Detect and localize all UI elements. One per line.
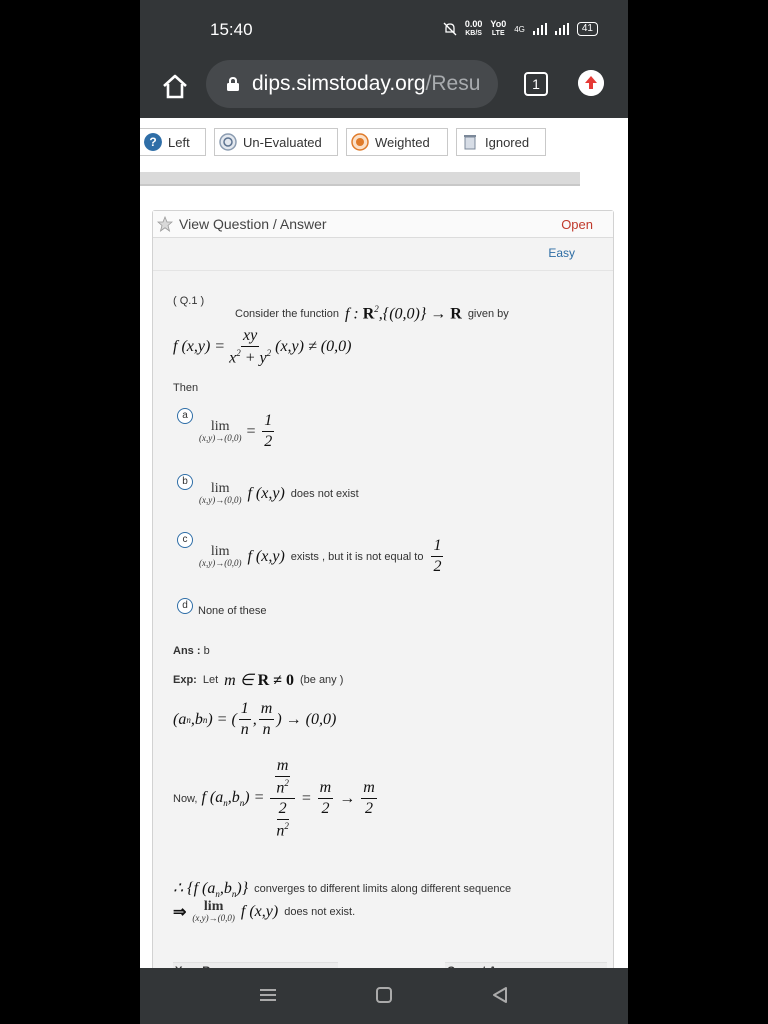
home-nav-icon[interactable] xyxy=(374,985,394,1005)
url-domain: dips.simstoday.org xyxy=(252,72,426,95)
exp-let: Let xyxy=(202,674,219,686)
address-bar[interactable] xyxy=(206,60,498,108)
legend-unevaluated xyxy=(214,128,338,156)
volte-indicator xyxy=(490,20,506,38)
lock-icon xyxy=(226,77,240,91)
question-icon xyxy=(144,133,162,151)
weight-icon xyxy=(351,133,369,151)
panel-header[interactable] xyxy=(153,211,613,238)
given-by: given by xyxy=(467,307,509,320)
legend-left xyxy=(140,128,206,156)
difficulty-badge: Easy xyxy=(548,246,575,260)
therefore-line: ∴ {f $(a_n,b_n)$} converges to different limits along different sequence xyxy=(173,880,512,900)
legend-label-ignored: Ignored xyxy=(485,134,530,150)
question-body xyxy=(153,238,613,971)
net-speed-value: 0.00 xyxy=(464,19,483,29)
tab-count-button[interactable]: 1 xyxy=(524,72,548,96)
then-label: Then xyxy=(173,382,199,394)
refresh-icon xyxy=(219,133,237,151)
option-d-bubble[interactable]: d xyxy=(177,598,193,614)
formula-domain: f : $R^2,\{(0,0)\} \to R$ xyxy=(344,304,462,323)
option-a-bubble[interactable]: a xyxy=(177,408,193,424)
phone-screen xyxy=(140,0,628,1024)
status-icons xyxy=(443,20,598,38)
panel-title: View Question / Answer xyxy=(179,216,327,232)
trash-icon xyxy=(461,133,479,151)
net-speed xyxy=(465,20,483,38)
star-icon xyxy=(157,216,173,232)
ans-label: Ans : xyxy=(173,645,201,657)
separator xyxy=(153,270,613,271)
exp-label: Exp: xyxy=(173,674,197,686)
now-formula: Now, f $(a_n,b_n)$ = $\frac{\frac{m}{n^2}}{\frac{2}{n^2}}$ = $\frac{m}{2}$ → $\frac{m}{2}$ xyxy=(173,757,375,840)
legend-label-weighted: Weighted xyxy=(375,134,430,150)
browser-toolbar xyxy=(140,58,628,118)
option-b-label: does not exist xyxy=(290,487,359,500)
does-not-exist: does not exist. xyxy=(284,905,356,918)
answer-line xyxy=(173,645,210,657)
url-path: /Resu xyxy=(425,72,481,95)
formula-definition: f (x,y) = $\frac{xy}{x^2 + y^2}$ (x,y) ≠ (0,0) xyxy=(173,327,352,367)
signal-icon xyxy=(533,23,547,35)
volte-bottom: LTE xyxy=(491,30,505,37)
be-any: (be any ) xyxy=(299,674,344,686)
network-type: 4G xyxy=(514,24,525,34)
option-b-text: lim (x,y)→(0,0) f (x,y) does not exist xyxy=(199,481,359,505)
svg-text:?: ? xyxy=(149,135,157,149)
divider-bar xyxy=(140,172,580,186)
option-d-text: None of these xyxy=(198,605,267,617)
legend-label-unevaluated: Un-Evaluated xyxy=(243,134,322,150)
page-content xyxy=(140,118,628,968)
status-bar xyxy=(140,0,628,58)
sequence-formula: (a n ,b n ) = ( $\frac{1}{n}$ , $\frac{m}{n}$ ) → (0,0) xyxy=(173,700,337,738)
question-panel xyxy=(152,210,614,972)
home-icon[interactable] xyxy=(160,71,190,101)
back-icon[interactable] xyxy=(490,985,510,1005)
question-intro-line xyxy=(235,304,509,323)
legend-label-left: Left xyxy=(168,134,190,150)
battery-indicator: 41 xyxy=(577,22,598,36)
net-speed-unit: KB/S xyxy=(465,30,482,37)
legend-weighted xyxy=(346,128,448,156)
signal-icon-2 xyxy=(555,23,569,35)
legend-ignored xyxy=(456,128,546,156)
conclusion-line: ⇒ lim (x,y)→(0,0) f (x,y) does not exist. xyxy=(173,899,356,923)
upload-icon[interactable] xyxy=(578,70,604,96)
explanation-line: Exp: Let m ∈ R ≠ 0 (be any ) xyxy=(173,672,344,689)
system-nav-bar xyxy=(140,968,628,1024)
question-intro: Consider the function xyxy=(235,307,339,320)
question-number: ( Q.1 ) xyxy=(173,295,205,307)
option-a-text: lim (x,y)→(0,0) = $\frac{1}{2}$ xyxy=(199,412,273,450)
open-link[interactable]: Open xyxy=(561,217,593,232)
option-c-bubble[interactable]: c xyxy=(177,532,193,548)
mute-bell-icon xyxy=(443,22,457,36)
now-label: Now, xyxy=(173,792,198,805)
volte-top: Yo0 xyxy=(490,19,507,29)
option-c-text: lim (x,y)→(0,0) f (x,y) exists , but it is not equal to $\frac{1}{2}$ xyxy=(199,537,442,575)
url-text xyxy=(252,72,480,96)
option-b-bubble[interactable]: b xyxy=(177,474,193,490)
ans-value: b xyxy=(203,645,210,657)
option-c-label: exists , but it is not equal to xyxy=(290,550,424,563)
converges-text: converges to different limits along different sequence xyxy=(254,882,512,895)
status-time: 15:40 xyxy=(210,20,253,39)
recent-apps-icon[interactable] xyxy=(258,985,278,1005)
